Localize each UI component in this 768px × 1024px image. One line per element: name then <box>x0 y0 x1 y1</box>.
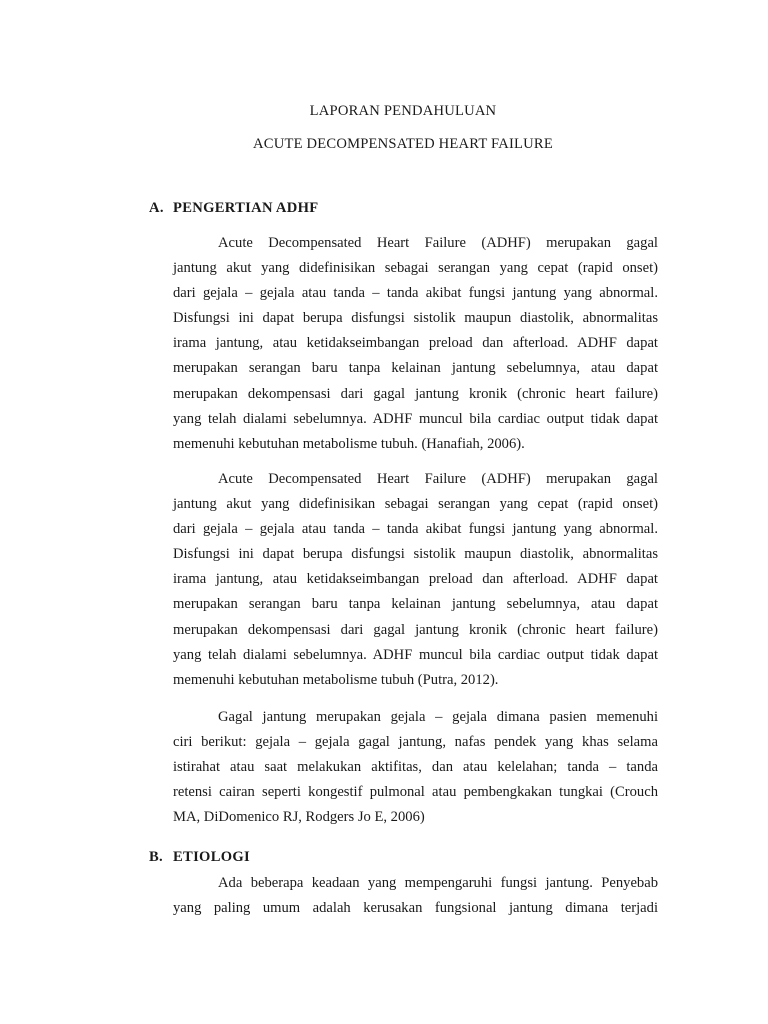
section-title: ETIOLOGI <box>173 849 251 865</box>
document-title: LAPORAN PENDAHULUAN <box>309 103 497 119</box>
paragraph-line: yang telah dialami sebelumnya. ADHF muncul bila cardiac output tidak dapat <box>173 646 658 663</box>
paragraph-line: jantung akut yang didefinisikan sebagai serangan yang cepat (rapid onset) <box>173 496 658 513</box>
paragraph-line: Ada beberapa keadaan yang mempengaruhi fungsi jantung. Penyebab <box>218 875 658 891</box>
paragraph-definition-2 <box>173 467 658 693</box>
paragraph-line: Disfungsi ini dapat berupa disfungsi sistolik maupun diastolik, abnormalitas <box>173 546 658 563</box>
paragraph-line: istirahat atau saat melakukan aktifitas, dan atau kelelahan; tanda – tanda <box>173 759 658 776</box>
paragraph-line: Acute Decompensated Heart Failure (ADHF) merupakan gagal <box>218 471 658 487</box>
paragraph-line: Acute Decompensated Heart Failure (ADHF) merupakan gagal <box>218 235 658 251</box>
section-heading-b <box>149 849 250 866</box>
paragraph-etiology-1 <box>173 871 658 921</box>
paragraph-line: memenuhi kebutuhan metabolisme tubuh. (Hanafiah, 2006). <box>173 435 525 452</box>
section-label: B. <box>149 849 163 865</box>
paragraph-line: Disfungsi ini dapat berupa disfungsi sistolik maupun diastolik, abnormalitas <box>173 310 658 327</box>
paragraph-line: dari gejala – gejala atau tanda – tanda akibat fungsi jantung yang abnormal. <box>173 521 658 538</box>
paragraph-line: Gagal jantung merupakan gejala – gejala dimana pasien memenuhi <box>218 709 658 725</box>
paragraph-line: irama jantung, atau ketidakseimbangan preload dan afterload. ADHF dapat <box>173 335 658 352</box>
paragraph-line: merupakan dekompensasi dari gagal jantung kronik (chronic heart failure) <box>173 621 658 638</box>
paragraph-line: memenuhi kebutuhan metabolisme tubuh (Putra, 2012). <box>173 671 499 688</box>
paragraph-definition-1 <box>173 231 658 457</box>
paragraph-line: irama jantung, atau ketidakseimbangan preload dan afterload. ADHF dapat <box>173 571 658 588</box>
paragraph-line: merupakan serangan baru tanpa kelainan jantung sebelumnya, atau dapat <box>173 360 658 377</box>
paragraph-line: jantung akut yang didefinisikan sebagai serangan yang cepat (rapid onset) <box>173 260 658 277</box>
document-subtitle: ACUTE DECOMPENSATED HEART FAILURE <box>253 136 553 152</box>
paragraph-line: yang telah dialami sebelumnya. ADHF muncul bila cardiac output tidak dapat <box>173 410 658 427</box>
paragraph-line: yang paling umum adalah kerusakan fungsional jantung dimana terjadi <box>173 900 658 917</box>
paragraph-line: MA, DiDomenico RJ, Rodgers Jo E, 2006) <box>173 809 425 826</box>
paragraph-line: merupakan serangan baru tanpa kelainan jantung sebelumnya, atau dapat <box>173 596 658 613</box>
paragraph-line: dari gejala – gejala atau tanda – tanda akibat fungsi jantung yang abnormal. <box>173 285 658 302</box>
section-title: PENGERTIAN ADHF <box>173 200 319 216</box>
section-heading-a <box>149 200 318 217</box>
paragraph-line: ciri berikut: gejala – gejala gagal jantung, nafas pendek yang khas selama <box>173 734 658 751</box>
section-label: A. <box>149 200 164 216</box>
paragraph-definition-3 <box>173 705 658 830</box>
paragraph-line: merupakan dekompensasi dari gagal jantung kronik (chronic heart failure) <box>173 385 658 402</box>
paragraph-line: retensi cairan seperti kongestif pulmonal atau pembengkakan tungkai (Crouch <box>173 784 658 801</box>
